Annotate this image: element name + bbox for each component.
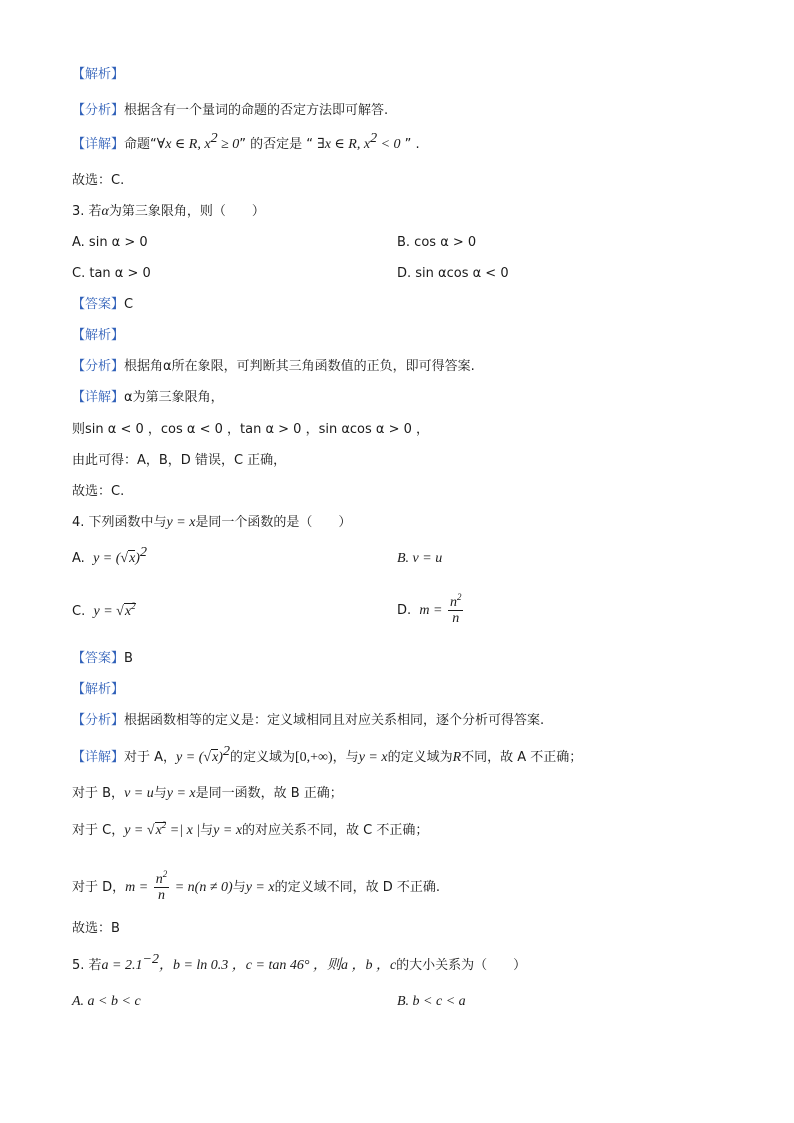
- q4-detail-c: 对于 C，$y = √x^2$ =| x |与y = x的对应关系不同，故 C 不正确；: [72, 820, 429, 838]
- q3-detail-3: 由此可得：A，B，D 错误，C 正确，: [72, 453, 287, 468]
- q3-option-a: A. sin α > 0: [72, 235, 148, 250]
- jiexi-heading: 【解析】: [72, 67, 125, 82]
- q4-option-b: B. v = u: [397, 551, 443, 566]
- q4-stem: 4. 下列函数中与y = x是同一个函数的是（ ）: [72, 515, 352, 530]
- q4-detail-a: 【详解】对于 A，$y = (√x)^2$的定义域为[0,+∞)，与y = x的定义域为R不同，故 A 不正确；: [72, 744, 583, 765]
- q3-detail-2: 则sin α < 0 ，cos α < 0 ，tan α > 0 ，sin αcos α > 0 ，: [72, 422, 430, 437]
- q3-jiexi: 【解析】: [72, 328, 125, 343]
- q3-xiangjie: 【详解】α为第三象限角，: [72, 390, 224, 405]
- q3-option-d: D. sin αcos α < 0: [397, 266, 509, 281]
- answer-line: 故选：C.: [72, 173, 125, 188]
- q4-option-c: C. $y = √x^2$: [72, 601, 136, 619]
- q3-conclusion: 故选：C.: [72, 484, 125, 499]
- q3-fenxi: 【分析】根据角α所在象限，可判断其三角函数值的正负，即可得答案.: [72, 359, 475, 374]
- q4-answer: 【答案】B: [72, 651, 133, 666]
- xiangjie-line: 【详解】命题“∀x ∈ R, $x^2 \ge 0$” 的否定是 “ ∃x ∈ R, $x^2 < 0$ ” .: [72, 131, 420, 152]
- q5-option-b: B. b < c < a: [397, 994, 466, 1009]
- fenxi-line: 【分析】根据含有一个量词的命题的否定方法即可解答.: [72, 103, 389, 118]
- q4-conclusion: 故选：B: [72, 921, 120, 936]
- q3-option-c: C. tan α > 0: [72, 266, 151, 281]
- q4-option-d: D. m = $\frac{n^2}{n}$: [397, 592, 462, 626]
- q5-option-a: A. a < b < c: [72, 994, 141, 1009]
- q4-detail-d: 对于 D，m = $\frac{n^2}{n}$ = n(n ≠ 0)与y = x的定义域不同，故 D 不正确.: [72, 869, 440, 903]
- q3-stem: 3. 若α为第三象限角，则（ ）: [72, 204, 265, 219]
- q4-jiexi: 【解析】: [72, 682, 125, 697]
- q4-fenxi: 【分析】根据函数相等的定义是：定义域相同且对应关系相同，逐个分析可得答案.: [72, 713, 545, 728]
- q3-option-b: B. cos α > 0: [397, 235, 477, 250]
- q4-option-a: A. $y = (√x)^2$: [72, 545, 147, 566]
- q4-detail-b: 对于 B，v = u与y = x是同一函数，故 B 正确；: [72, 786, 343, 801]
- q3-answer: 【答案】C: [72, 297, 134, 312]
- q5-stem: 5. 若$a = 2.1^{-2}$，b = ln 0.3 ，c = tan 46° ，则a ，b ，c的大小关系为（ ）: [72, 952, 527, 973]
